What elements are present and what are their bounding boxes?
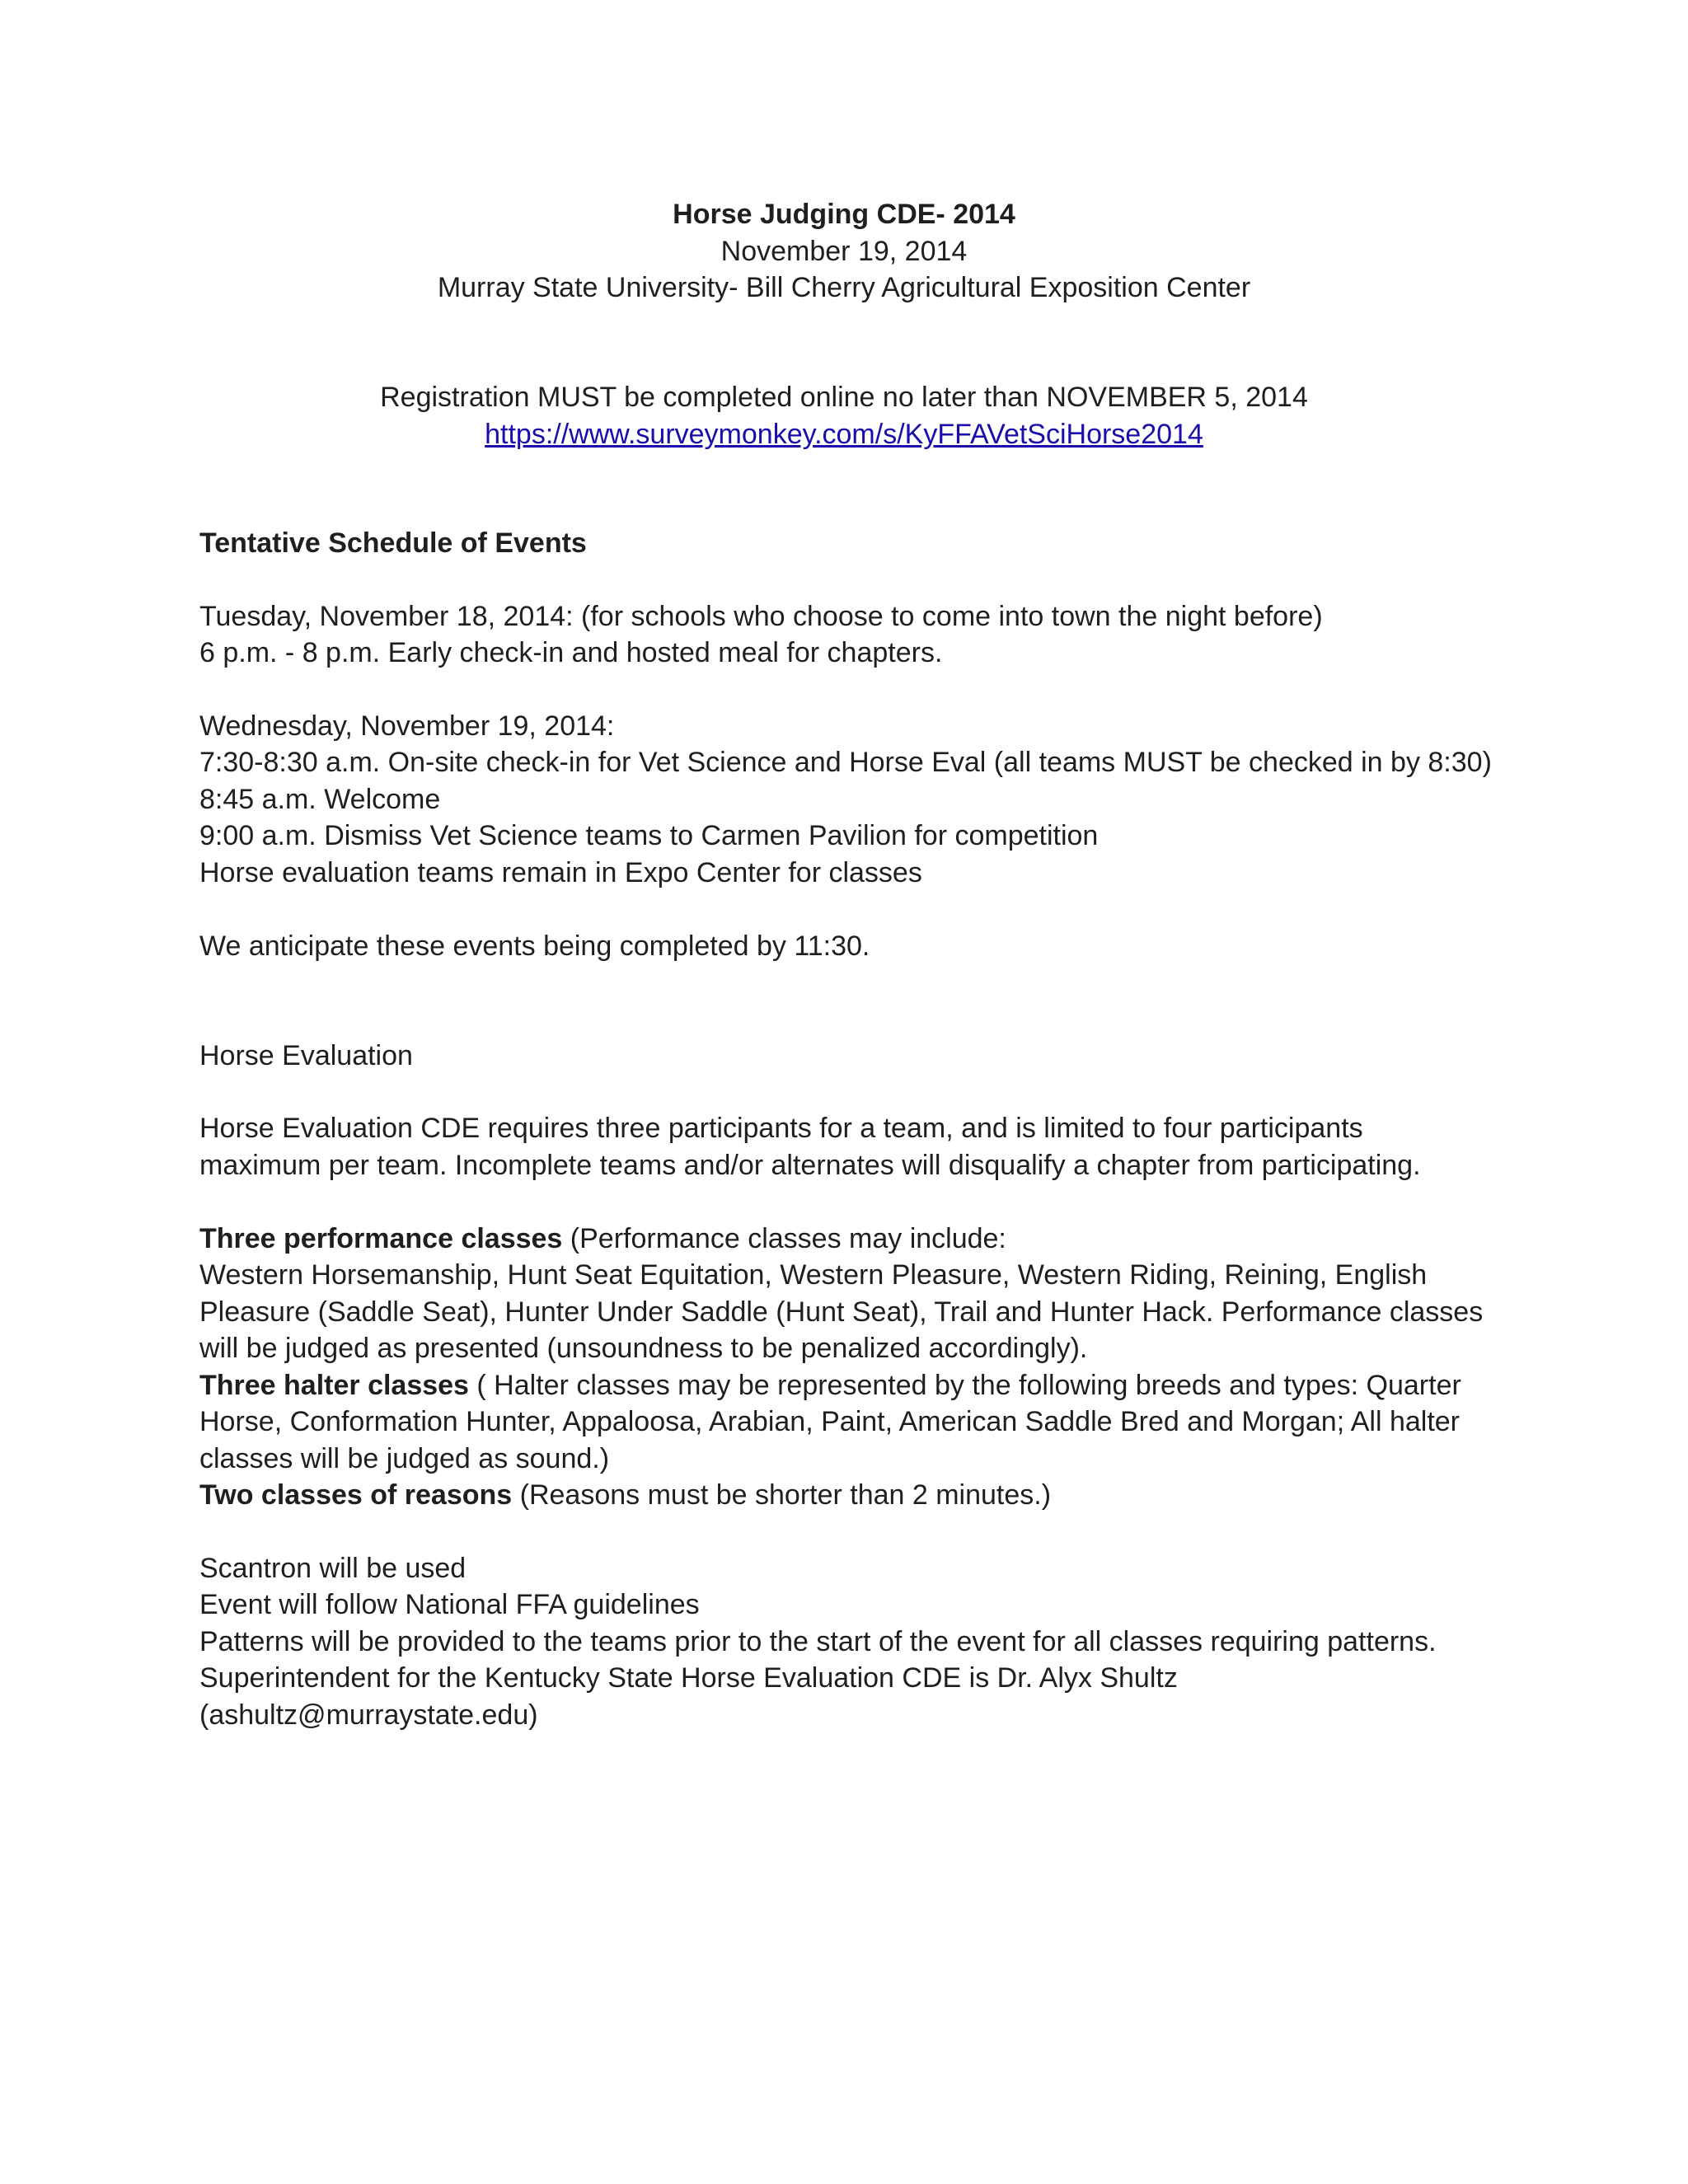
halter-classes-line [199,1367,1461,1404]
performance-classes-line [199,1221,1006,1257]
tuesday-heading: Tuesday, November 18, 2014: (for schools who choose to come into town the night before) [199,601,1323,632]
wednesday-item: 8:45 a.m. Welcome [199,784,441,815]
reasons-classes-text: (Reasons must be shorter than 2 minutes.) [512,1479,1052,1511]
wednesday-item: 7:30-8:30 a.m. On-site check-in for Vet Science and Horse Eval (all teams MUST be checked in by 8:30) [199,747,1492,778]
registration-notice: Registration MUST be completed online no later than NOVEMBER 5, 2014 [380,382,1308,413]
event-location: Murray State University- Bill Cherry Agricultural Exposition Center [437,272,1251,303]
reasons-classes-label: Two classes of reasons [199,1479,513,1511]
note-line: Scantron will be used [199,1553,467,1584]
performance-classes-line: Western Horsemanship, Hunt Seat Equitation, Western Pleasure, Western Riding, Reining, English [199,1259,1428,1291]
evaluation-intro-line: maximum per team. Incomplete teams and/or alternates will disqualify a chapter from participating. [199,1150,1421,1181]
schedule-heading: Tentative Schedule of Events [199,527,587,559]
evaluation-intro-line: Horse Evaluation CDE requires three participants for a team, and is limited to four participants [199,1113,1363,1144]
performance-classes-label: Three performance classes [199,1223,563,1254]
superintendent-email: (ashultz@murraystate.edu) [199,1699,538,1731]
note-line: Patterns will be provided to the teams prior to the start of the event for all classes requiring patterns. [199,1626,1437,1657]
halter-classes-line: Horse, Conformation Hunter, Appaloosa, Arabian, Paint, American Saddle Bred and Morgan; All halter [199,1406,1461,1437]
halter-classes-label: Three halter classes [199,1370,469,1401]
performance-classes-line: will be judged as presented (unsoundness to be penalized accordingly). [199,1333,1088,1364]
wednesday-item: Horse evaluation teams remain in Expo Center for classes [199,857,922,888]
document-title: Horse Judging CDE- 2014 [673,199,1015,230]
tuesday-item: 6 p.m. - 8 p.m. Early check-in and hosted meal for chapters. [199,637,943,668]
note-line: Event will follow National FFA guidelines [199,1589,700,1620]
completion-note: We anticipate these events being completed by 11:30. [199,930,870,962]
wednesday-item: 9:00 a.m. Dismiss Vet Science teams to Carmen Pavilion for competition [199,820,1099,851]
halter-classes-line: classes will be judged as sound.) [199,1443,610,1474]
evaluation-heading: Horse Evaluation [199,1040,413,1071]
event-date: November 19, 2014 [720,236,968,267]
registration-link[interactable]: https://www.surveymonkey.com/s/KyFFAVetSciHorse2014 [485,419,1203,450]
reasons-classes-line [199,1477,1051,1513]
wednesday-heading: Wednesday, November 19, 2014: [199,710,615,742]
registration-link-row [0,416,1688,452]
superintendent-line: Superintendent for the Kentucky State Horse Evaluation CDE is Dr. Alyx Shultz [199,1662,1178,1694]
halter-classes-text: ( Halter classes may be represented by the following breeds and types: Quarter [468,1370,1461,1401]
performance-classes-line: Pleasure (Saddle Seat), Hunter Under Saddle (Hunt Seat), Trail and Hunter Hack. Performance classes [199,1296,1484,1328]
performance-classes-text: (Performance classes may include: [562,1223,1006,1254]
